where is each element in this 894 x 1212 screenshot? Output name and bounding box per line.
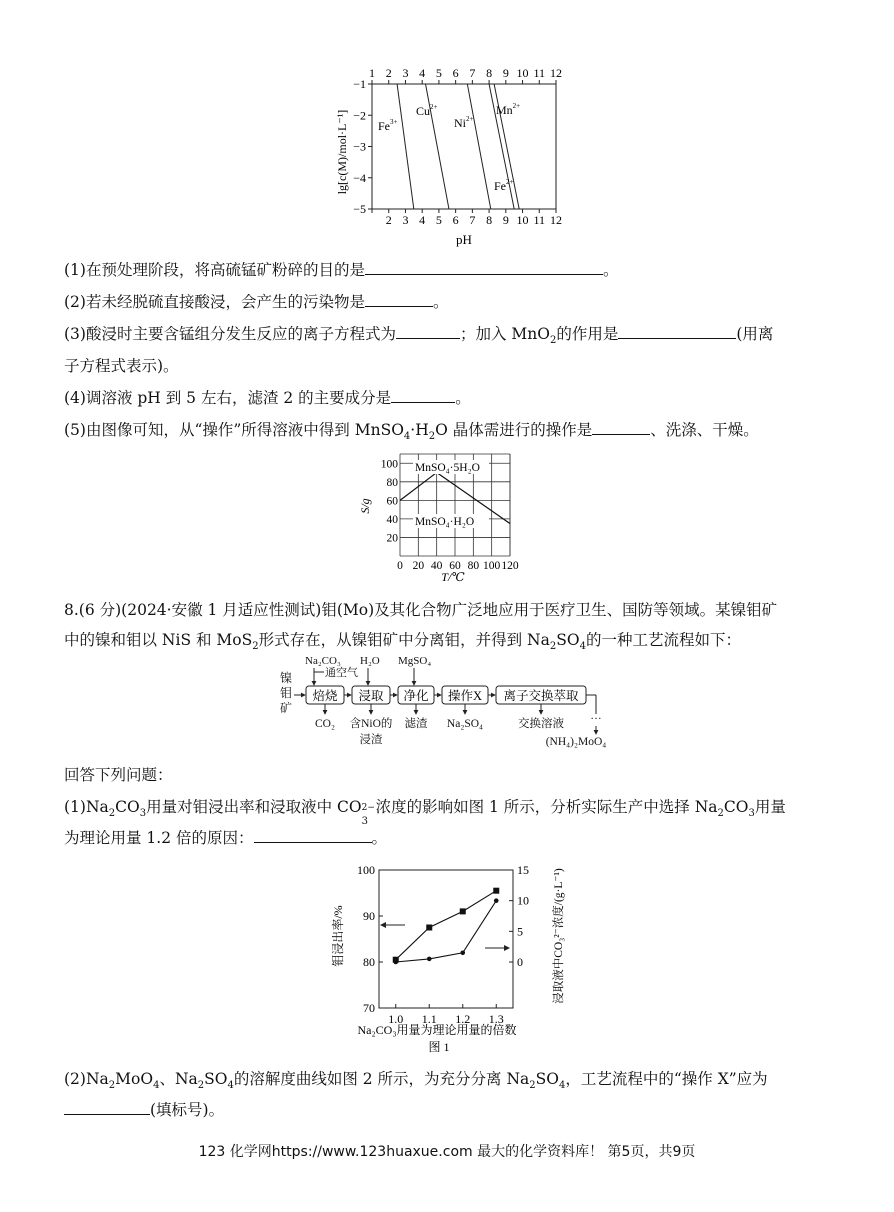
x-tick-label-top: 7 bbox=[469, 68, 476, 80]
reagent-mgso4: MgSO₄ bbox=[398, 655, 432, 667]
x-tick-label-bottom: 3 bbox=[402, 213, 409, 227]
y-tick-label: 100 bbox=[380, 458, 398, 471]
x-tick-label: 60 bbox=[449, 560, 461, 572]
answer-blank-3b[interactable] bbox=[618, 324, 736, 339]
output-dots: ··· bbox=[590, 713, 602, 725]
series-line-right bbox=[396, 901, 497, 962]
data-point-circle bbox=[393, 960, 398, 965]
ion-label-cu2: $Cu^{2+}$ bbox=[416, 103, 438, 118]
y-tick-label: −3 bbox=[353, 139, 366, 154]
reagent-air: 通空气 bbox=[325, 667, 358, 679]
output-na2so4: Na₂SO₄ bbox=[446, 718, 484, 730]
page-footer: 123 化学网https://www.123huaxue.com 最大的化学资料库！ 第5页，共9页 bbox=[198, 1144, 696, 1160]
answer-blank-1[interactable] bbox=[365, 260, 603, 275]
answer-blank-2[interactable] bbox=[365, 292, 433, 307]
step-purify: 净化 bbox=[403, 689, 429, 703]
chart-frame bbox=[368, 80, 556, 213]
step-leaching: 浸取 bbox=[358, 689, 384, 703]
y-tick-label: −1 bbox=[353, 77, 366, 91]
y-tick-label: −5 bbox=[353, 202, 366, 216]
output-nio-residue-2: 浸渣 bbox=[359, 734, 383, 746]
ion-line-Fe3+ bbox=[397, 84, 414, 209]
ore-label-3: 矿 bbox=[280, 701, 293, 715]
x-tick-label: 1.3 bbox=[488, 1012, 504, 1026]
x-tick-label-bottom: 6 bbox=[452, 213, 459, 227]
question-2: (2)若未经脱硫直接酸浸，会产生的污染物是 。 bbox=[64, 293, 449, 311]
series-line-left bbox=[396, 891, 497, 960]
question-1: (1)在预处理阶段，将高硫锰矿粉碎的目的是 。 bbox=[64, 261, 619, 279]
x-tick-label: 80 bbox=[467, 560, 480, 572]
y-axis-label: S/g bbox=[358, 498, 372, 514]
curve-label-pentahydrate: MnSO₄·5H₂O bbox=[415, 462, 480, 474]
chart-frame bbox=[379, 870, 513, 1008]
y-tick-label: −4 bbox=[353, 170, 366, 185]
data-series bbox=[393, 888, 500, 965]
mnso4-solubility-chart bbox=[355, 448, 545, 586]
data-point-circle bbox=[460, 951, 465, 956]
data-point-square bbox=[493, 888, 499, 894]
tick-labels bbox=[357, 863, 529, 1026]
answer-blank-4[interactable] bbox=[391, 388, 455, 403]
question-3-cont: 子方程式表示)。 bbox=[64, 357, 179, 375]
y-tick-label: 40 bbox=[386, 513, 398, 526]
x-tick-label-top: 10 bbox=[516, 68, 529, 80]
x-tick-label-bottom: 2 bbox=[385, 213, 392, 227]
x-tick-label-top: 6 bbox=[452, 68, 459, 80]
data-point-square bbox=[426, 925, 432, 931]
process-flow-diagram bbox=[280, 652, 620, 754]
y-tick-label: 80 bbox=[386, 476, 398, 489]
y-axis-label: lg[c(M)/mol·L⁻¹] bbox=[335, 109, 349, 195]
tick-labels bbox=[353, 68, 562, 227]
step-ion-exchange: 离子交换萃取 bbox=[503, 689, 579, 703]
ore-label-1: 镍 bbox=[280, 671, 293, 685]
x-tick-label-top: 9 bbox=[502, 68, 509, 80]
curve-label-monohydrate: MnSO₄·H₂O bbox=[415, 516, 475, 528]
data-point-circle bbox=[427, 957, 432, 962]
x-tick-label: 40 bbox=[430, 560, 443, 572]
ion-line-Ni2+ bbox=[467, 84, 490, 209]
x-tick-label: 1.1 bbox=[421, 1012, 437, 1026]
problem-8-line1: 8.(6 分)(2024·安徽 1 月适应性测试)钼(Mo)及其化合物广泛地应用于医疗卫生、国防等领域。某镍钼矿 bbox=[64, 601, 778, 619]
y-right-tick-label: 15 bbox=[517, 863, 529, 877]
reagent-na2co3: Na₂CO₃ bbox=[305, 655, 341, 667]
step-roasting: 焙烧 bbox=[312, 689, 338, 703]
molybdenum-leaching-chart bbox=[325, 856, 573, 1058]
x-tick-label-bottom: 11 bbox=[533, 213, 546, 227]
x-tick-label-top: 12 bbox=[550, 68, 562, 80]
x-tick-label: 0 bbox=[397, 560, 403, 572]
reagent-water: H₂O bbox=[360, 655, 380, 667]
x-tick-label-bottom: 8 bbox=[486, 213, 493, 227]
output-co2: CO₂ bbox=[315, 718, 335, 730]
x-tick-label-top: 2 bbox=[385, 68, 392, 80]
plot-border bbox=[379, 870, 513, 1008]
question-8-1-cont: 为理论用量 1.2 倍的原因： 。 bbox=[64, 829, 388, 847]
x-tick-label-bottom: 5 bbox=[435, 213, 442, 227]
x-tick-label: 1.2 bbox=[455, 1012, 471, 1026]
output-filter-residue: 滤渣 bbox=[404, 718, 428, 730]
y-left-tick-label: 70 bbox=[363, 1001, 375, 1015]
ion-label-ni2: $Ni^{2+}$ bbox=[454, 115, 474, 130]
question-8-2-cont: (填标号)。 bbox=[64, 1098, 224, 1120]
x-tick-label-bottom: 7 bbox=[469, 213, 476, 227]
answer-blank-8-1[interactable] bbox=[254, 828, 372, 843]
x-tick-label: 20 bbox=[412, 560, 425, 572]
x-tick-label: 1.0 bbox=[388, 1012, 404, 1026]
y-right-tick-label: 5 bbox=[517, 924, 523, 939]
y-left-tick-label: 90 bbox=[363, 909, 375, 923]
answer-blank-3a[interactable] bbox=[396, 324, 460, 339]
x-tick-label: 120 bbox=[501, 560, 519, 572]
question-4: (4)调溶液 pH 到 5 左右，滤渣 2 的主要成分是 。 bbox=[64, 389, 471, 407]
question-5: (5)由图像可知，从“操作”所得溶液中得到 $MnSO_4\cdot H_2O$ 晶体需进行的操作是 、洗涤、干燥。 bbox=[64, 421, 759, 443]
y-left-tick-label: 80 bbox=[363, 955, 375, 969]
problem-8-line2: 中的镍和钼以 NiS 和 MoS$_2$形式存在，从镍钼矿中分离钼，并得到 $Na_2SO_4$的一种工艺流程如下： bbox=[64, 631, 741, 653]
x-tick-label-top: 4 bbox=[419, 68, 426, 80]
y-left-tick-label: 100 bbox=[357, 863, 375, 877]
output-nio-residue-1: 含NiO的 bbox=[349, 718, 393, 730]
y-right-tick-label: 0 bbox=[517, 955, 523, 969]
x-tick-label-bottom: 4 bbox=[419, 213, 426, 227]
output-exchange-solution: 交换溶液 bbox=[518, 718, 564, 730]
question-8-1: $(1)Na_2CO_3$用量对钼浸出率和浸取液中 CO 2− 3 浓度的影响如图 1 所示，分析实际生产中选择 $Na_2CO_3$用量 bbox=[64, 798, 786, 827]
y-right-tick-label: 10 bbox=[517, 893, 529, 908]
answer-blank-5[interactable] bbox=[592, 420, 650, 435]
x-tick-label-top: 11 bbox=[533, 68, 546, 80]
data-point-square bbox=[460, 908, 466, 914]
answer-blank-8-2[interactable] bbox=[64, 1100, 150, 1115]
step-operation-x: 操作X bbox=[447, 689, 483, 703]
x-axis-label: Na₂CO₃用量为理论用量的倍数 bbox=[357, 1023, 517, 1037]
x-tick-label: 100 bbox=[483, 560, 501, 572]
x-tick-label-top: 8 bbox=[486, 68, 493, 80]
ph-solubility-chart bbox=[330, 68, 570, 248]
ion-label-fe3: $Fe^{3+}$ bbox=[378, 118, 398, 133]
y-tick-label: 60 bbox=[386, 495, 398, 508]
ore-label-2: 钼 bbox=[280, 686, 293, 700]
x-tick-label-bottom: 12 bbox=[550, 213, 562, 227]
figure-caption: 图 1 bbox=[428, 1040, 450, 1054]
x-tick-label-bottom: 9 bbox=[502, 213, 509, 227]
y-axis-left-label: 钼浸出率/% bbox=[331, 905, 345, 967]
answer-intro: 回答下列问题： bbox=[64, 766, 173, 784]
x-tick-label-top: 5 bbox=[435, 68, 442, 80]
y-axis-right-label: 浸取液中CO₃²⁻浓度/(g·L⁻¹) bbox=[553, 868, 565, 1004]
output-ammonium-molybdate: (NH₄)₂MoO₄ bbox=[545, 736, 607, 748]
x-tick-label-top: 3 bbox=[402, 68, 409, 80]
y-tick-label: −2 bbox=[353, 108, 366, 123]
question-8-2: $(2)Na_2MoO_4$、$Na_2SO_4$的溶解度曲线如图 2 所示，为充分分离 $Na_2SO_4$，工艺流程中的“操作 X”应为 bbox=[64, 1070, 768, 1092]
x-axis-label: pH bbox=[456, 232, 472, 247]
data-point-circle bbox=[494, 898, 499, 903]
x-axis-label: T/℃ bbox=[441, 570, 465, 584]
x-tick-label-bottom: 10 bbox=[516, 213, 529, 227]
x-tick-label-top: 1 bbox=[369, 68, 375, 80]
question-3: (3)酸浸时主要含锰组分发生反应的离子方程式为 ；加入 MnO$_2$的作用是 (用离 bbox=[64, 325, 774, 347]
y-tick-label: 20 bbox=[386, 532, 398, 545]
ion-label-fe2: $Fe^{2+}$ bbox=[494, 178, 514, 193]
ion-label-mn2: $Mn^{2+}$ bbox=[496, 102, 521, 117]
